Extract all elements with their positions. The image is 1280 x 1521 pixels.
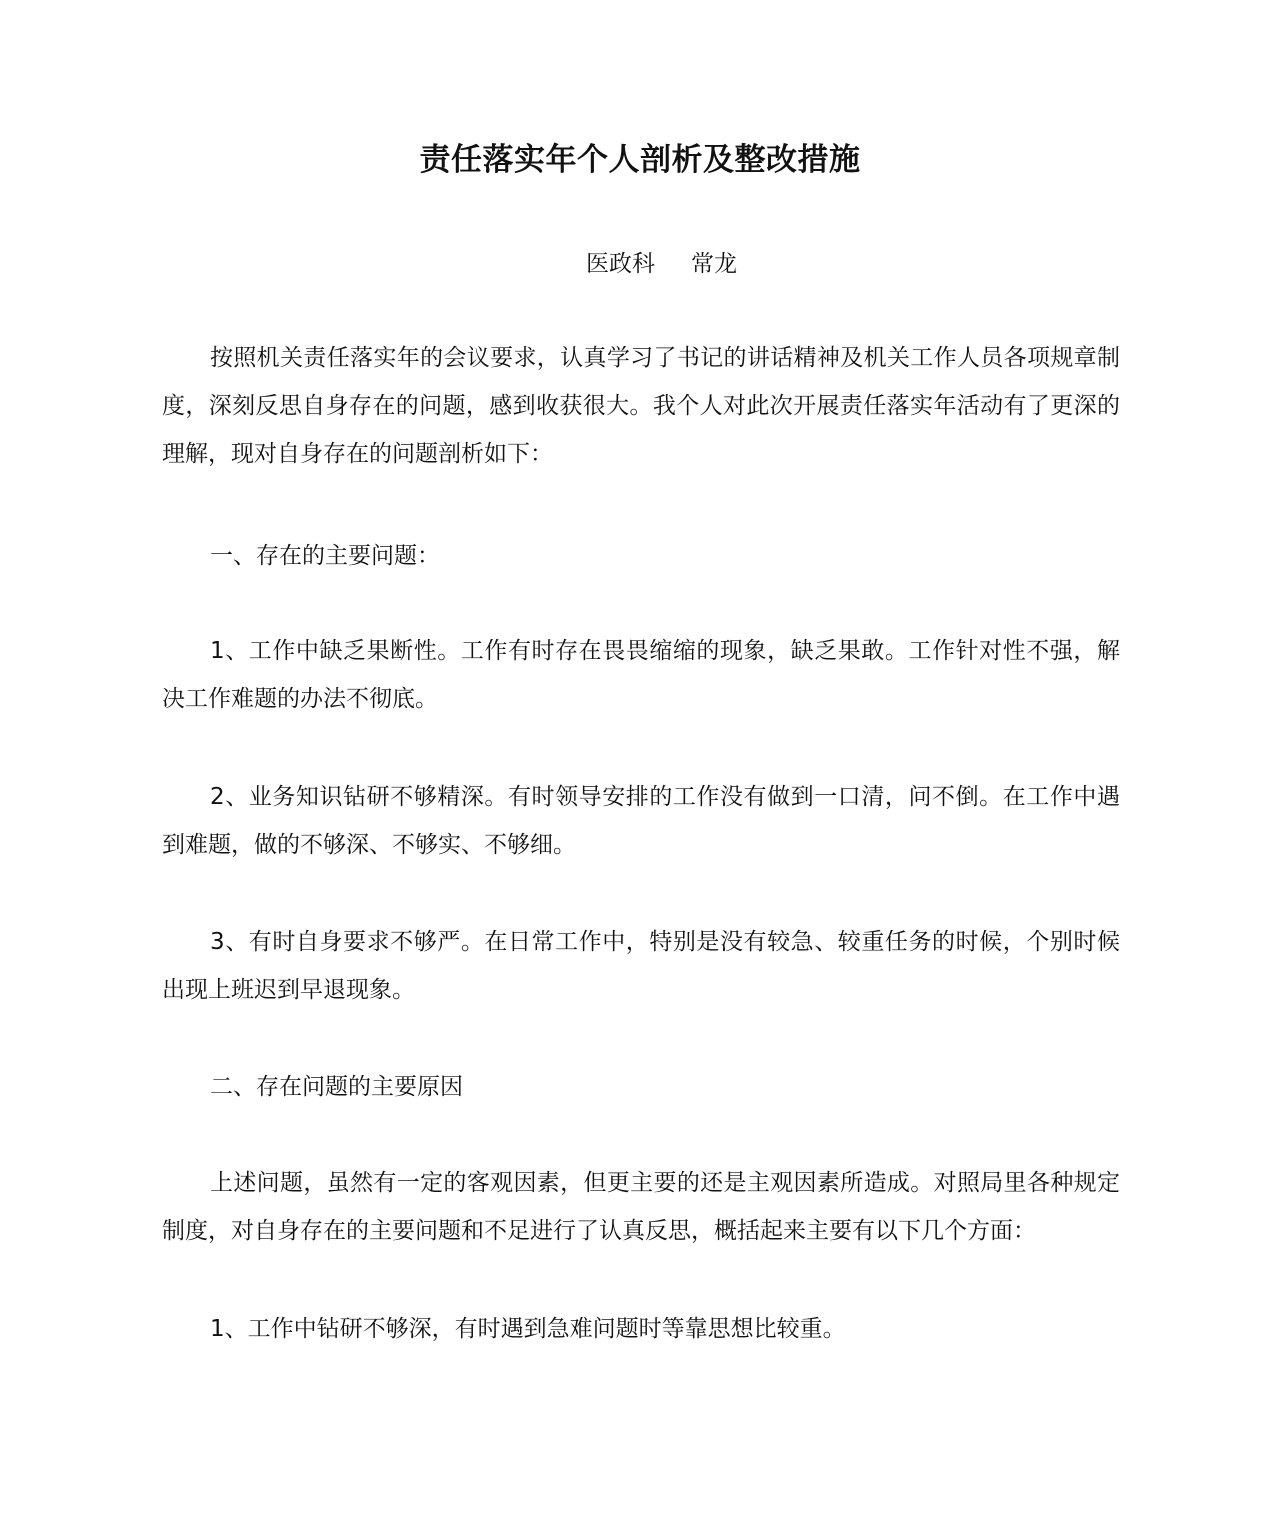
author-line <box>586 246 737 282</box>
problem-item-2: 2、业务知识钻研不够精深。有时领导安排的工作没有做到一口清，问不倒。在工作中遇到难题，做的不够深、不够实、不够细。 <box>162 784 1120 858</box>
cause-item-1: 1、工作中钻研不够深，有时遇到急难问题时等靠思想比较重。 <box>210 1316 846 1342</box>
intro-paragraph: 按照机关责任落实年的会议要求，认真学习了书记的讲话精神及机关工作人员各项规章制度，深刻反思自身存在的问题，感到收获很大。我个人对此次开展责任落实年活动有了更深的理解，现对自身存在的问题剖析如下： <box>162 345 1120 467</box>
problem-item-1: 1、工作中缺乏果断性。工作有时存在畏畏缩缩的现象，缺乏果敢。工作针对性不强，解决工作难题的办法不彻底。 <box>162 638 1120 712</box>
author-department: 医政科 <box>586 251 655 277</box>
document-title: 责任落实年个人剖析及整改措施 <box>419 142 861 178</box>
problem-item-3: 3、有时自身要求不够严。在日常工作中，特别是没有较急、较重任务的时候，个别时候出现上班迟到早退现象。 <box>162 929 1120 1003</box>
section-heading-causes: 二、存在问题的主要原因 <box>210 1074 463 1100</box>
section-heading-problems: 一、存在的主要问题： <box>210 543 440 569</box>
causes-paragraph: 上述问题，虽然有一定的客观因素，但更主要的还是主观因素所造成。对照局里各种规定制度，对自身存在的主要问题和不足进行了认真反思，概括起来主要有以下几个方面： <box>162 1170 1120 1244</box>
author-name: 常龙 <box>691 251 737 277</box>
